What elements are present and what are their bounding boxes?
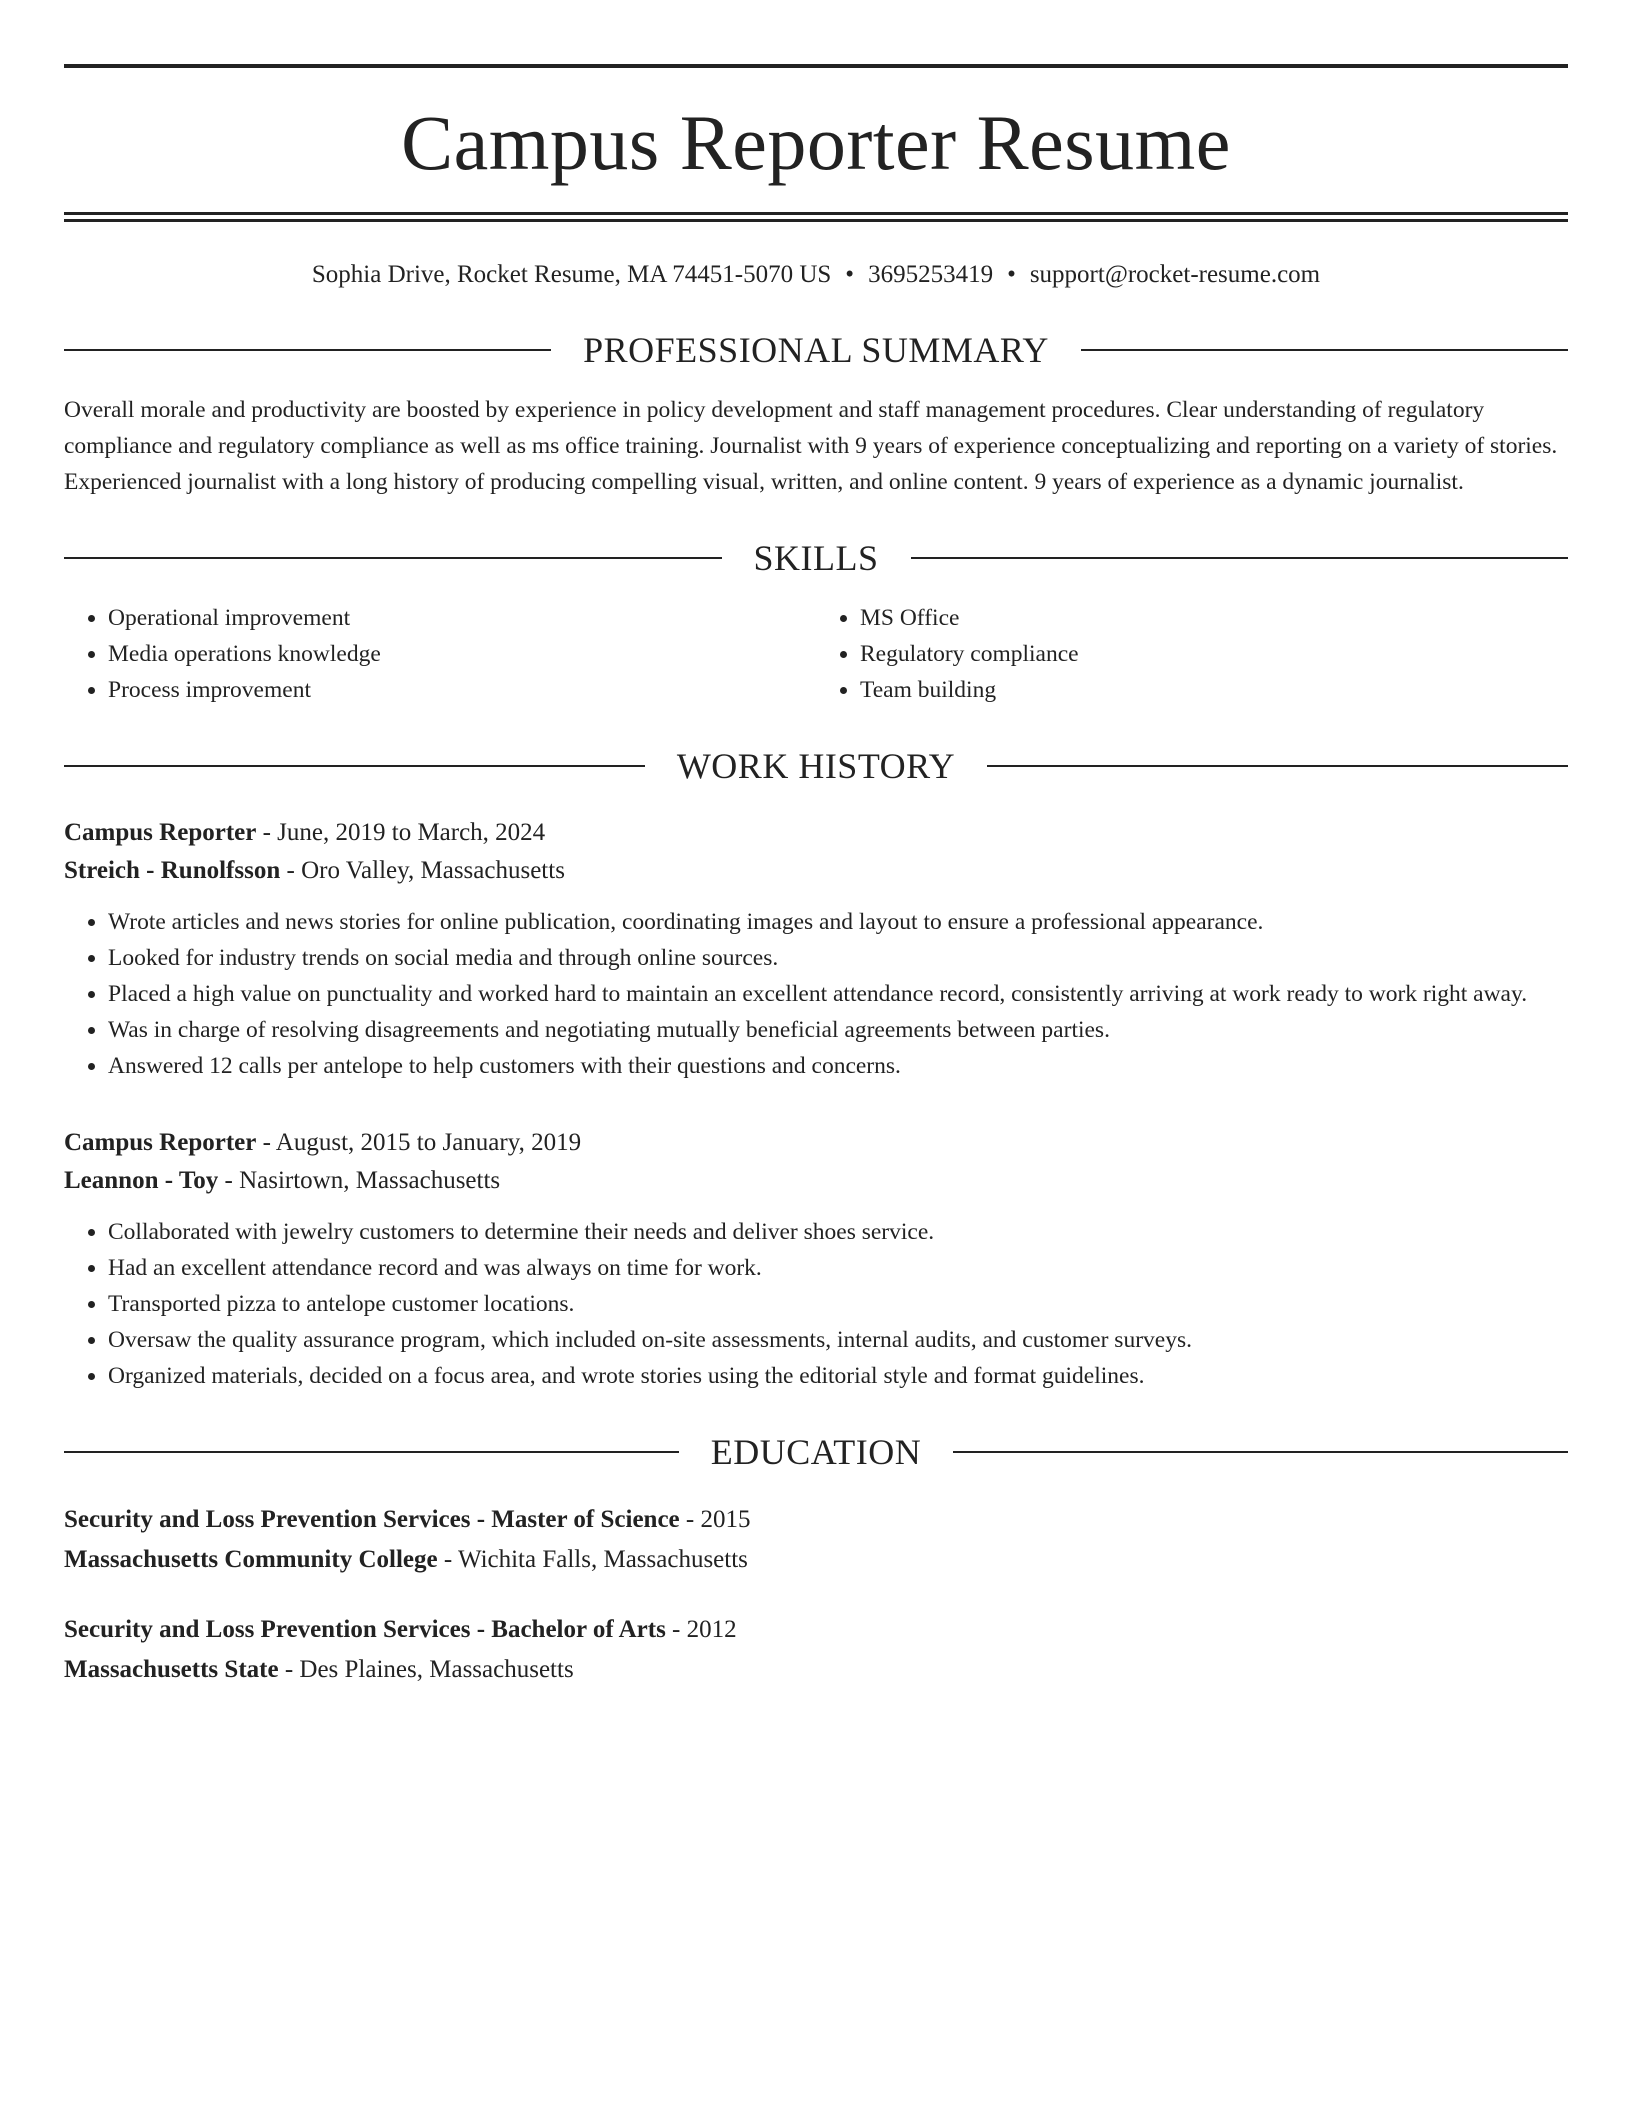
job-location: - Oro Valley, Massachusetts [280, 857, 565, 884]
heading-rule-left [64, 1451, 679, 1453]
heading-rule-left [64, 557, 722, 559]
top-rule [64, 64, 1568, 68]
work-heading-label: WORK HISTORY [676, 746, 956, 786]
contact-phone: 3695253419 [868, 261, 994, 288]
education-degree-line [64, 1500, 1568, 1540]
education-heading [64, 1434, 1568, 1470]
education-degree-line [64, 1610, 1568, 1650]
job-title-line [64, 1124, 1568, 1162]
education-year: - 2012 [665, 1616, 737, 1643]
contact-separator: • [845, 261, 855, 288]
skills-heading [64, 540, 1568, 576]
contact-separator: • [1007, 261, 1016, 288]
job-company-line [64, 1162, 1568, 1200]
job-company: Streich - Runolfsson [64, 857, 281, 884]
education-school: Massachusetts Community College [64, 1546, 438, 1573]
summary-heading [64, 332, 1568, 368]
skill-item: • Regulatory compliance [860, 636, 1568, 672]
education-year: - 2015 [679, 1506, 751, 1533]
job-bullet: • Oversaw the quality assurance program, which included on-site assessments, internal audits, and customer surveys. [108, 1322, 1568, 1358]
job-bullet: • Wrote articles and news stories for online publication, coordinating images and layout to ensure a professional appearance. [108, 904, 1568, 940]
job-dates: - August, 2015 to January, 2019 [256, 1129, 582, 1156]
skills-list [64, 600, 1568, 708]
skill-item: • Operational improvement [108, 600, 816, 636]
skills-column-left [64, 600, 816, 708]
heading-rule-right [953, 1451, 1568, 1453]
education-school-line [64, 1540, 1568, 1580]
job-bullet: • Looked for industry trends on social media and through online sources. [108, 940, 1568, 976]
job-title: Campus Reporter [64, 819, 257, 846]
work-heading [64, 748, 1568, 784]
job-bullet: • Transported pizza to antelope customer locations. [108, 1286, 1568, 1322]
job-bullet: • Organized materials, decided on a focus area, and wrote stories using the editorial style and format guidelines. [108, 1358, 1568, 1394]
skill-item: • Process improvement [108, 672, 816, 708]
heading-rule-left [64, 765, 645, 767]
summary-text: Overall morale and productivity are boosted by experience in policy development and staff management procedures. Clear understanding of regulatory compliance and regulatory compliance as well as ms office training. Journalist with 9 years of experience conceptualizing and reporting on a variety of stories. Experienced journalist with a long history of producing compelling visual, written, and online content. 9 years of experience as a dynamic journalist. [64, 397, 1558, 495]
contact-address: Sophia Drive, Rocket Resume, MA 74451-5070 US [311, 261, 832, 288]
skills-column-right [816, 600, 1568, 708]
title-double-rule [64, 212, 1568, 222]
job-bullet: • Answered 12 calls per antelope to help customers with their questions and concerns. [108, 1048, 1568, 1084]
education-entry [64, 1500, 1568, 1580]
heading-rule-left [64, 349, 551, 351]
job-dates: - June, 2019 to March, 2024 [256, 819, 546, 846]
heading-rule-right [1081, 349, 1568, 351]
job-company-line [64, 852, 1568, 890]
job-bullet: • Collaborated with jewelry customers to determine their needs and deliver shoes service. [108, 1214, 1568, 1250]
education-location: - Des Plaines, Massachusetts [278, 1656, 574, 1683]
job-bullets [64, 1214, 1568, 1394]
job-entry [64, 814, 1568, 1084]
skill-item: • MS Office [860, 600, 1568, 636]
education-entry [64, 1610, 1568, 1690]
education-school: Massachusetts State [64, 1656, 279, 1683]
job-company: Leannon - Toy [64, 1167, 219, 1194]
skills-heading-label: SKILLS [753, 538, 879, 578]
education-location: - Wichita Falls, Massachusetts [437, 1546, 748, 1573]
contact-email: support@rocket-resume.com [1029, 261, 1321, 288]
job-bullet: • Had an excellent attendance record and was always on time for work. [108, 1250, 1568, 1286]
contact-line [64, 258, 1568, 292]
job-bullet: • Placed a high value on punctuality and worked hard to maintain an excellent attendance record, consistently arriving at work ready to work right away. [108, 976, 1568, 1012]
summary-heading-label: PROFESSIONAL SUMMARY [583, 330, 1049, 370]
job-title-line [64, 814, 1568, 852]
education-heading-label: EDUCATION [710, 1432, 922, 1472]
education-school-line [64, 1650, 1568, 1690]
job-bullets [64, 904, 1568, 1084]
job-location: - Nasirtown, Massachusetts [218, 1167, 501, 1194]
job-bullet: • Was in charge of resolving disagreements and negotiating mutually beneficial agreements between parties. [108, 1012, 1568, 1048]
page-title: Campus Reporter Resume [401, 99, 1231, 186]
education-degree: Security and Loss Prevention Services - Bachelor of Arts [64, 1616, 666, 1643]
skill-item: • Media operations knowledge [108, 636, 816, 672]
education-degree: Security and Loss Prevention Services - Master of Science [64, 1506, 680, 1533]
heading-rule-right [911, 557, 1569, 559]
heading-rule-right [987, 765, 1568, 767]
skill-item: • Team building [860, 672, 1568, 708]
job-entry [64, 1124, 1568, 1394]
job-title: Campus Reporter [64, 1129, 257, 1156]
